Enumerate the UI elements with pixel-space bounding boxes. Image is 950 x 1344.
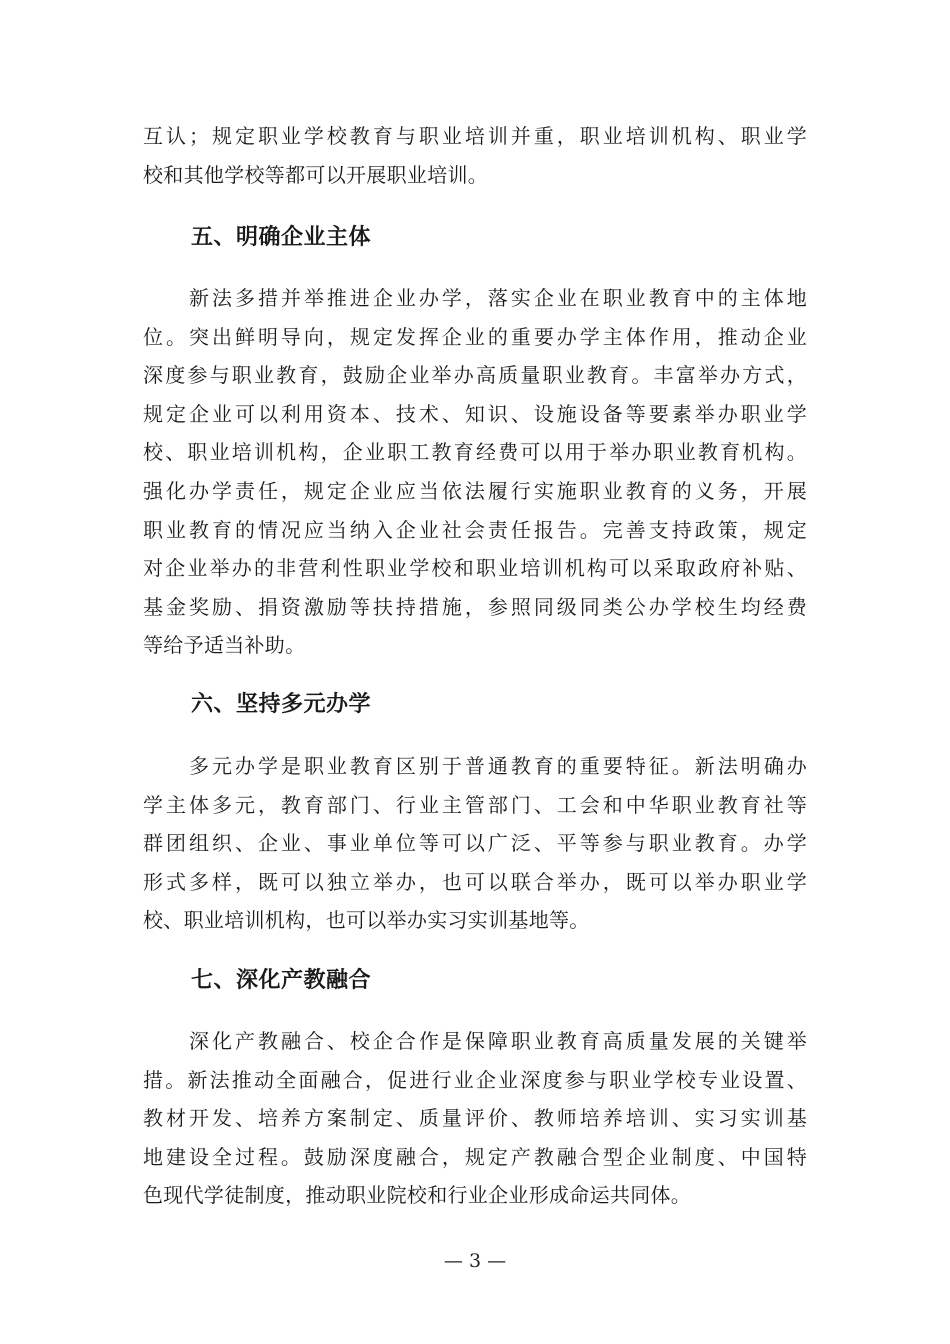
paragraph-line: 互认；规定职业学校教育与职业培训并重，职业培训机构、职业学 bbox=[143, 124, 807, 148]
paragraph-line: 基金奖励、捐资激励等扶持措施，参照同级同类公办学校生均经费 bbox=[143, 594, 807, 619]
page-number: — 3 — bbox=[443, 1250, 507, 1272]
paragraph-line: 措。新法推动全面融合，促进行业企业深度参与职业学校专业设置、 bbox=[143, 1067, 807, 1092]
paragraph-line: 色现代学徒制度，推动职业院校和行业企业形成命运共同体。 bbox=[143, 1183, 692, 1208]
paragraph-line: 校、职业培训机构，企业职工教育经费可以用于举办职业教育机构。 bbox=[143, 440, 807, 465]
paragraph-line: 校、职业培训机构，也可以举办实习实训基地等。 bbox=[143, 908, 590, 933]
section-5-paragraph bbox=[143, 279, 807, 665]
paragraph-line: 对企业举办的非营利性职业学校和职业培训机构可以采取政府补贴、 bbox=[143, 556, 807, 581]
paragraph-line: 多元办学是职业教育区别于普通教育的重要特征。新法明确办 bbox=[189, 754, 807, 778]
section-6-paragraph bbox=[143, 747, 807, 940]
section-7-paragraph bbox=[143, 1022, 807, 1215]
paragraph-line: 深化产教融合、校企合作是保障职业教育高质量发展的关键举 bbox=[189, 1029, 807, 1053]
paragraph-line: 形式多样，既可以独立举办，也可以联合举办，既可以举办职业学 bbox=[143, 869, 807, 894]
paragraph-line: 新法多措并举推进企业办学，落实企业在职业教育中的主体地 bbox=[189, 286, 807, 310]
section-6-heading: 六、坚持多元办学 bbox=[191, 692, 372, 717]
intro-paragraph bbox=[143, 117, 807, 194]
paragraph-line: 群团组织、企业、事业单位等可以广泛、平等参与职业教育。办学 bbox=[143, 831, 807, 856]
section-5-heading: 五、明确企业主体 bbox=[191, 225, 372, 250]
paragraph-line: 等给予适当补助。 bbox=[143, 633, 306, 658]
paragraph-line: 强化办学责任，规定企业应当依法履行实施职业教育的义务，开展 bbox=[143, 478, 807, 503]
paragraph-line: 校和其他学校等都可以开展职业培训。 bbox=[143, 162, 489, 187]
paragraph-line: 地建设全过程。鼓励深度融合，规定产教融合型企业制度、中国特 bbox=[143, 1144, 807, 1169]
paragraph-line: 学主体多元，教育部门、行业主管部门、工会和中华职业教育社等 bbox=[143, 792, 807, 817]
paragraph-line: 深度参与职业教育，鼓励企业举办高质量职业教育。丰富举办方式， bbox=[143, 363, 807, 388]
paragraph-line: 职业教育的情况应当纳入企业社会责任报告。完善支持政策，规定 bbox=[143, 517, 807, 542]
section-7-heading: 七、深化产教融合 bbox=[191, 968, 372, 993]
paragraph-line: 教材开发、培养方案制定、质量评价、教师培养培训、实习实训基 bbox=[143, 1106, 807, 1131]
paragraph-line: 位。突出鲜明导向，规定发挥企业的重要办学主体作用，推动企业 bbox=[143, 324, 807, 349]
paragraph-line: 规定企业可以利用资本、技术、知识、设施设备等要素举办职业学 bbox=[143, 401, 807, 426]
